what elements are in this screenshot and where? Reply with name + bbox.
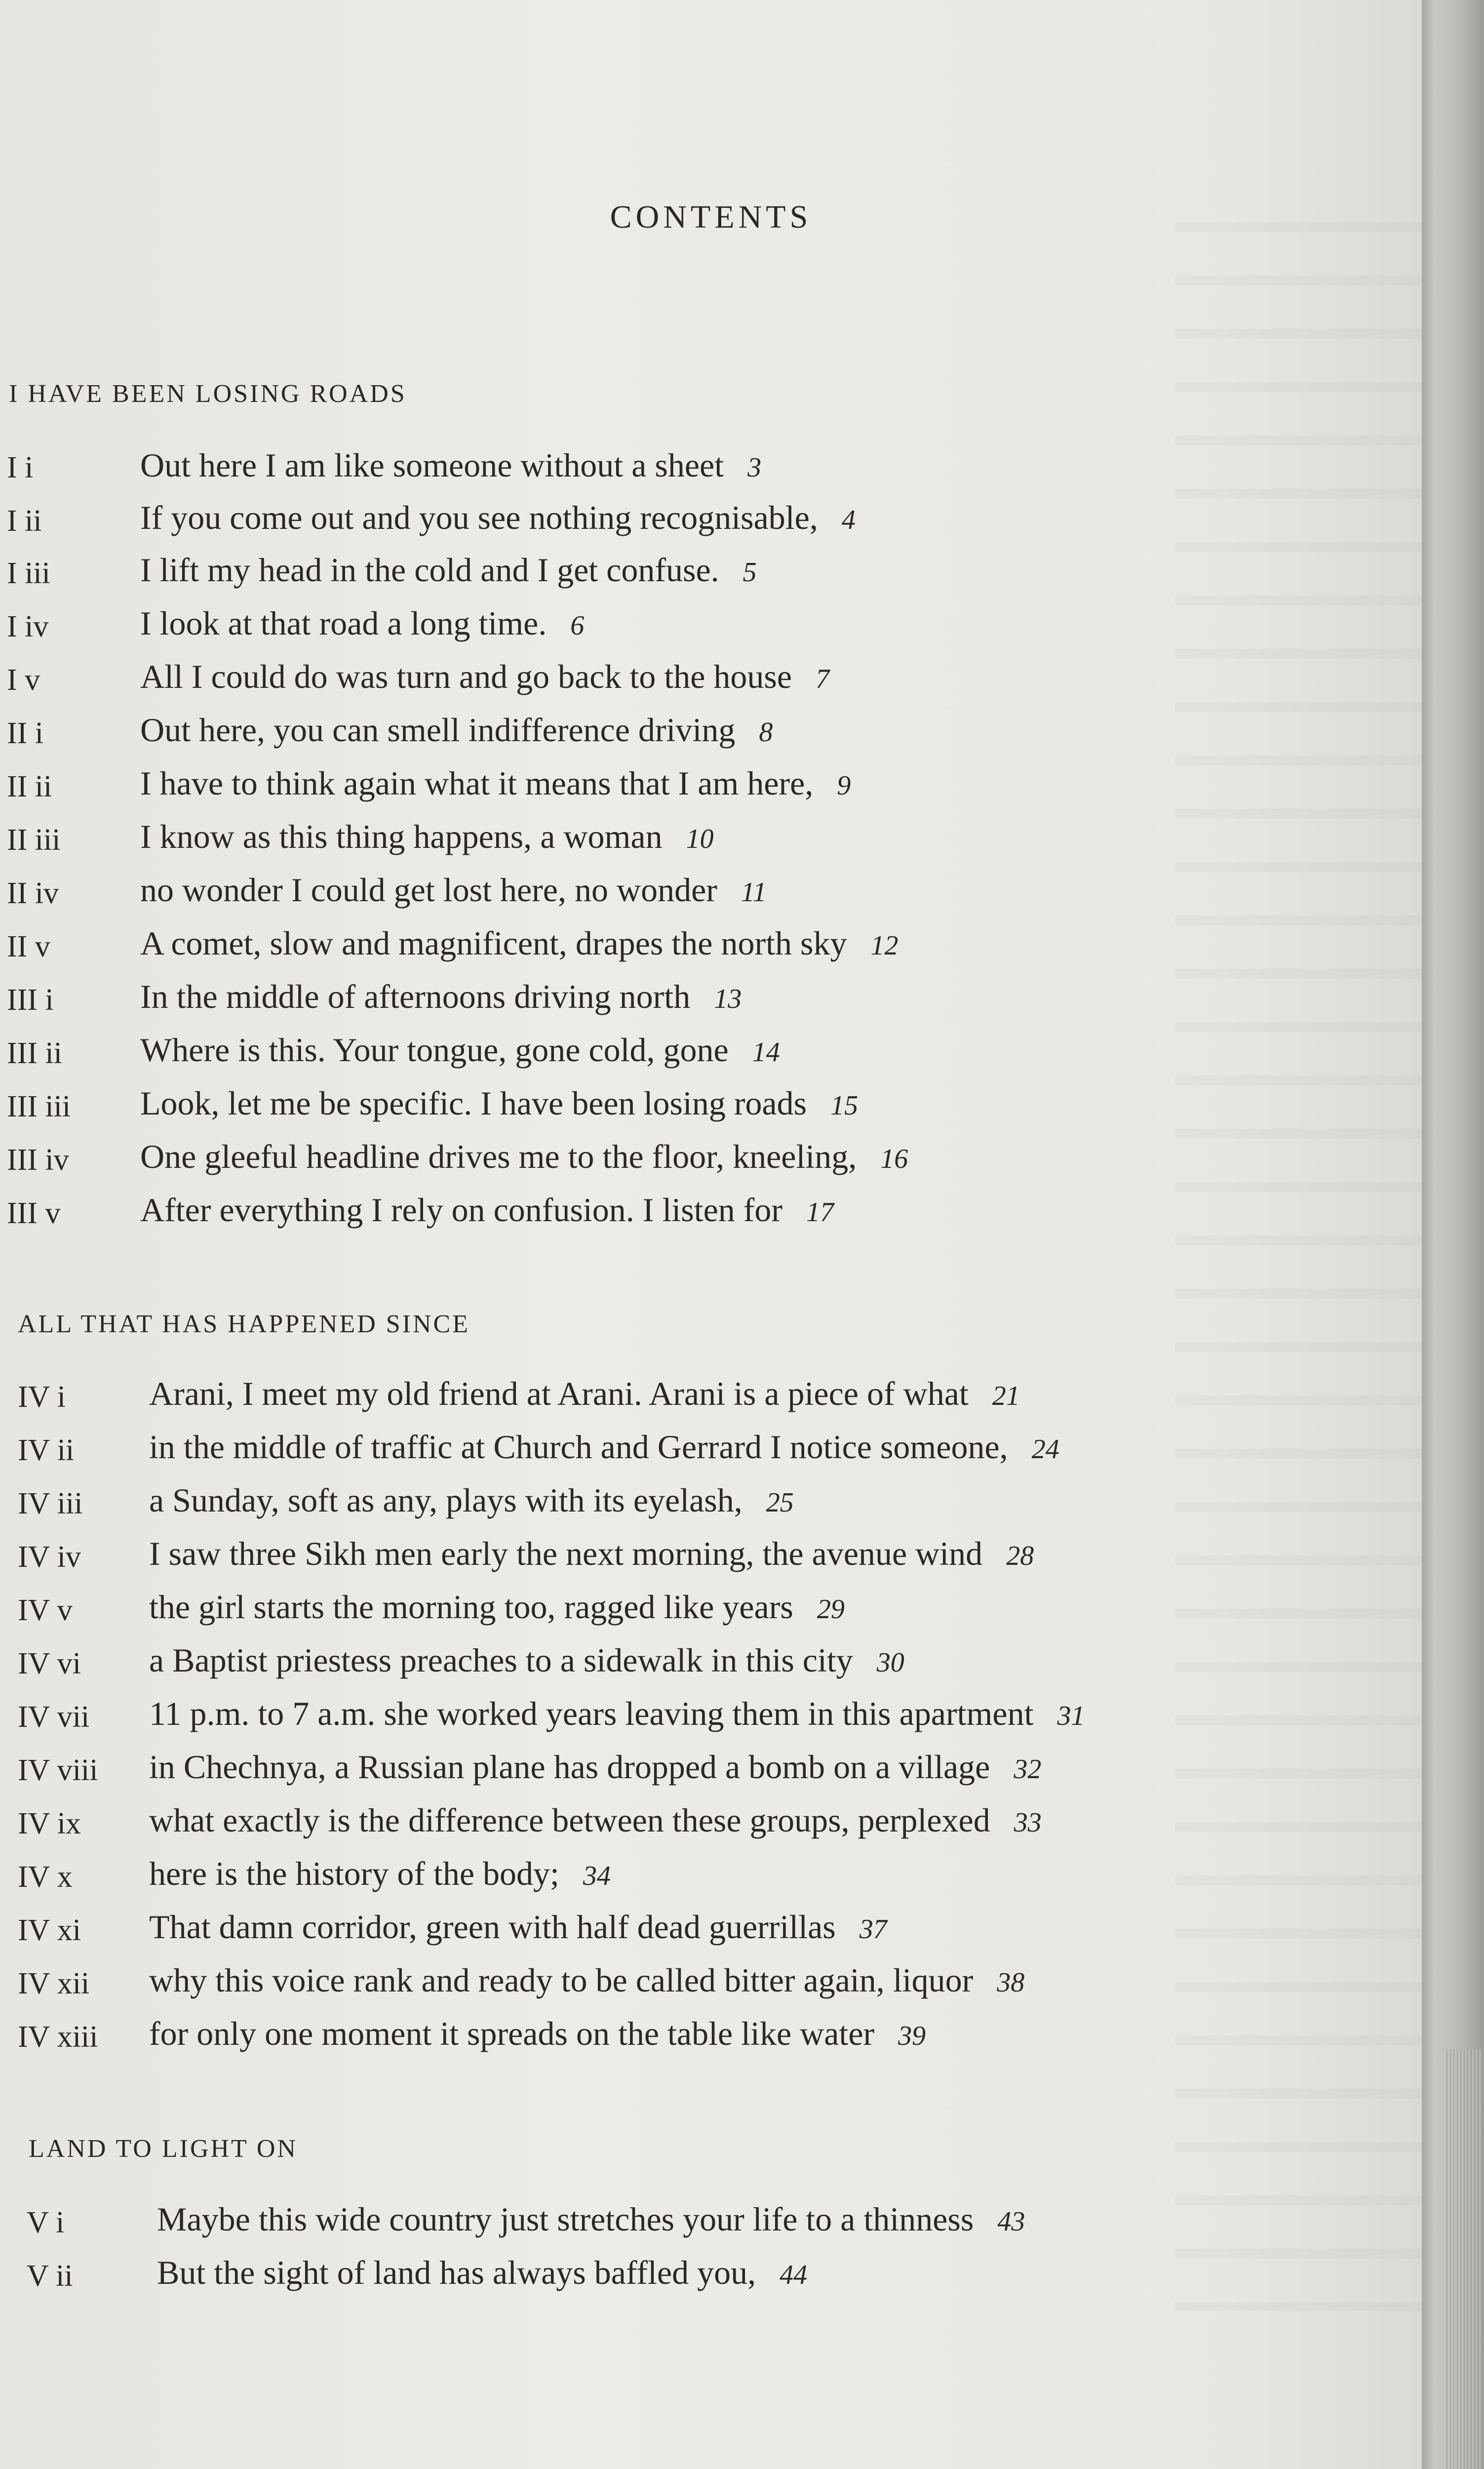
entry-title: All I could do was turn and go back to the house <box>140 658 792 695</box>
entry-number: IV xii <box>18 1967 90 2000</box>
page-number: 39 <box>898 2021 926 2051</box>
entry-number: II iii <box>7 823 61 857</box>
entry-title: Where is this. Your tongue, gone cold, gone <box>140 1031 729 1069</box>
page-number: 4 <box>841 505 856 535</box>
entry-number: IV xi <box>18 1913 81 1947</box>
entry-title: why this voice rank and ready to be called bitter again, liquor <box>149 1961 974 1999</box>
page-number: 44 <box>780 2260 808 2290</box>
entry-title: A comet, slow and magnificent, drapes the north sky <box>140 924 847 962</box>
toc-entry <box>140 553 757 587</box>
entry-title: One gleeful headline drives me to the floor, kneeling, <box>140 1138 857 1175</box>
entry-title: I know as this thing happens, a woman <box>140 818 663 855</box>
entry-title: Out here, you can smell indifference driving <box>140 711 736 749</box>
toc-entry <box>140 448 761 482</box>
toc-entry <box>149 1483 794 1517</box>
page-number: 5 <box>742 557 757 588</box>
section-heading: I HAVE BEEN LOSING ROADS <box>9 380 407 408</box>
toc-entry <box>140 926 898 960</box>
entry-number: III i <box>7 983 54 1017</box>
entry-number: III iv <box>7 1143 69 1177</box>
page-number: 38 <box>997 1967 1025 1998</box>
entry-title: If you come out and you see nothing recognisable, <box>140 499 818 536</box>
show-through-text <box>1175 188 1422 2311</box>
page-number: 7 <box>816 664 830 694</box>
entry-title: Arani, I meet my old friend at Arani. Arani is a piece of what <box>149 1375 969 1412</box>
entry-title: I have to think again what it means that I am here, <box>140 764 814 802</box>
entry-number: I iii <box>7 557 50 590</box>
toc-entry <box>140 820 714 853</box>
entry-title: That damn corridor, green with half dead guerrillas <box>149 1908 836 1946</box>
entry-number: IV xiii <box>18 2020 98 2054</box>
entry-title: Look, let me be specific. I have been losing roads <box>140 1084 807 1122</box>
toc-entry <box>140 1033 780 1067</box>
entry-title: a Baptist priestess preaches to a sidewalk in this city <box>149 1641 853 1679</box>
page-number: 6 <box>570 610 585 641</box>
entry-title: here is the history of the body; <box>149 1855 559 1892</box>
entry-title: the girl starts the morning too, ragged like years <box>149 1588 793 1626</box>
entry-number: II i <box>7 717 44 750</box>
entry-number: IV v <box>18 1593 73 1627</box>
entry-number: IV x <box>18 1860 73 1894</box>
page-stack-edge <box>1446 2049 1481 2469</box>
entry-number: I iv <box>7 610 49 643</box>
page-number: 17 <box>806 1197 834 1228</box>
toc-entry <box>157 2256 807 2289</box>
toc-entry <box>140 1140 908 1173</box>
entry-title: 11 p.m. to 7 a.m. she worked years leaving them in this apartment <box>149 1695 1034 1732</box>
toc-entry <box>149 1697 1085 1730</box>
entry-number: III v <box>7 1196 61 1230</box>
entry-title: a Sunday, soft as any, plays with its eyelash, <box>149 1481 742 1519</box>
toc-entry <box>149 1750 1041 1784</box>
page-number: 3 <box>747 452 762 483</box>
entry-title: I look at that road a long time. <box>140 604 547 642</box>
toc-entry <box>149 1910 887 1944</box>
entry-number: I ii <box>7 504 42 538</box>
toc-entry <box>140 1086 858 1120</box>
page-number: 16 <box>880 1144 908 1174</box>
toc-entry <box>157 2202 1025 2236</box>
entry-title: Maybe this wide country just stretches your life to a thinness <box>157 2200 974 2238</box>
entry-title: in the middle of traffic at Church and Gerrard I notice someone, <box>149 1428 1008 1466</box>
page-number: 13 <box>714 984 742 1014</box>
toc-entry <box>140 873 767 907</box>
entry-number: III iii <box>7 1090 71 1123</box>
entry-title: no wonder I could get lost here, no wonder <box>140 871 717 909</box>
entry-number: IV vi <box>18 1647 81 1680</box>
page-number: 21 <box>992 1381 1020 1411</box>
entry-title: I lift my head in the cold and I get confuse. <box>140 551 719 589</box>
page-number: 10 <box>686 824 714 854</box>
page-number: 24 <box>1031 1434 1059 1465</box>
toc-entry <box>140 980 742 1013</box>
entry-number: IV iii <box>18 1487 83 1520</box>
section-heading: ALL THAT HAS HAPPENED SINCE <box>18 1310 470 1338</box>
toc-entry <box>149 1590 845 1624</box>
entry-title: in Chechnya, a Russian plane has dropped a bomb on a village <box>149 1748 990 1786</box>
entry-title: for only one moment it spreads on the table like water <box>149 2015 875 2052</box>
page-number: 11 <box>741 877 767 908</box>
toc-entry <box>149 1803 1042 1837</box>
entry-number: II iv <box>7 876 59 910</box>
entry-title: After everything I rely on confusion. I listen for <box>140 1191 783 1229</box>
entry-number: IV iv <box>18 1540 81 1574</box>
entry-number: IV ii <box>18 1434 75 1467</box>
entry-title: But the sight of land has always baffled you, <box>157 2254 756 2291</box>
toc-entry <box>149 1377 1020 1410</box>
entry-number: V ii <box>27 2259 73 2293</box>
entry-title: In the middle of afternoons driving north <box>140 978 691 1015</box>
toc-entry <box>140 766 851 800</box>
entry-number: I i <box>7 451 34 484</box>
toc-entry <box>149 1537 1034 1570</box>
page-number: 33 <box>1014 1807 1042 1838</box>
toc-entry <box>149 1430 1059 1464</box>
page-number: 8 <box>759 717 773 748</box>
toc-entry <box>149 1857 611 1890</box>
page-number: 29 <box>817 1594 845 1625</box>
toc-entry <box>140 660 829 693</box>
entry-number: I v <box>7 663 40 697</box>
page-number: 14 <box>752 1037 780 1068</box>
entry-number: IV vii <box>18 1700 90 1734</box>
toc-entry <box>140 1193 834 1227</box>
toc-entry <box>140 606 584 640</box>
page-number: 34 <box>583 1861 611 1891</box>
entry-number: IV ix <box>18 1807 81 1840</box>
toc-entry <box>140 713 773 747</box>
toc-entry <box>149 2017 926 2050</box>
page-number: 25 <box>766 1487 794 1518</box>
page-number: 15 <box>830 1090 859 1121</box>
entry-number: II ii <box>7 770 52 803</box>
page-number: 9 <box>837 770 851 801</box>
entry-number: II v <box>7 930 50 963</box>
page-title: CONTENTS <box>610 199 812 235</box>
page-number: 32 <box>1014 1754 1042 1785</box>
entry-number: V i <box>27 2206 65 2239</box>
page-number: 31 <box>1057 1701 1085 1731</box>
entry-title: I saw three Sikh men early the next morning, the avenue wind <box>149 1535 983 1572</box>
entry-title: Out here I am like someone without a sheet <box>140 446 724 484</box>
entry-number: IV viii <box>18 1753 98 1787</box>
page-number: 43 <box>997 2206 1025 2237</box>
page-number: 28 <box>1006 1541 1034 1571</box>
page-number: 30 <box>876 1647 904 1678</box>
page-number: 12 <box>870 930 898 961</box>
toc-entry <box>140 501 856 534</box>
entry-number: IV i <box>18 1380 66 1414</box>
entry-title: what exactly is the difference between these groups, perplexed <box>149 1801 990 1839</box>
toc-entry <box>149 1643 904 1677</box>
toc-entry <box>149 1963 1024 1997</box>
section-heading: LAND TO LIGHT ON <box>29 2135 298 2163</box>
entry-number: III ii <box>7 1036 62 1070</box>
page-number: 37 <box>859 1914 887 1945</box>
